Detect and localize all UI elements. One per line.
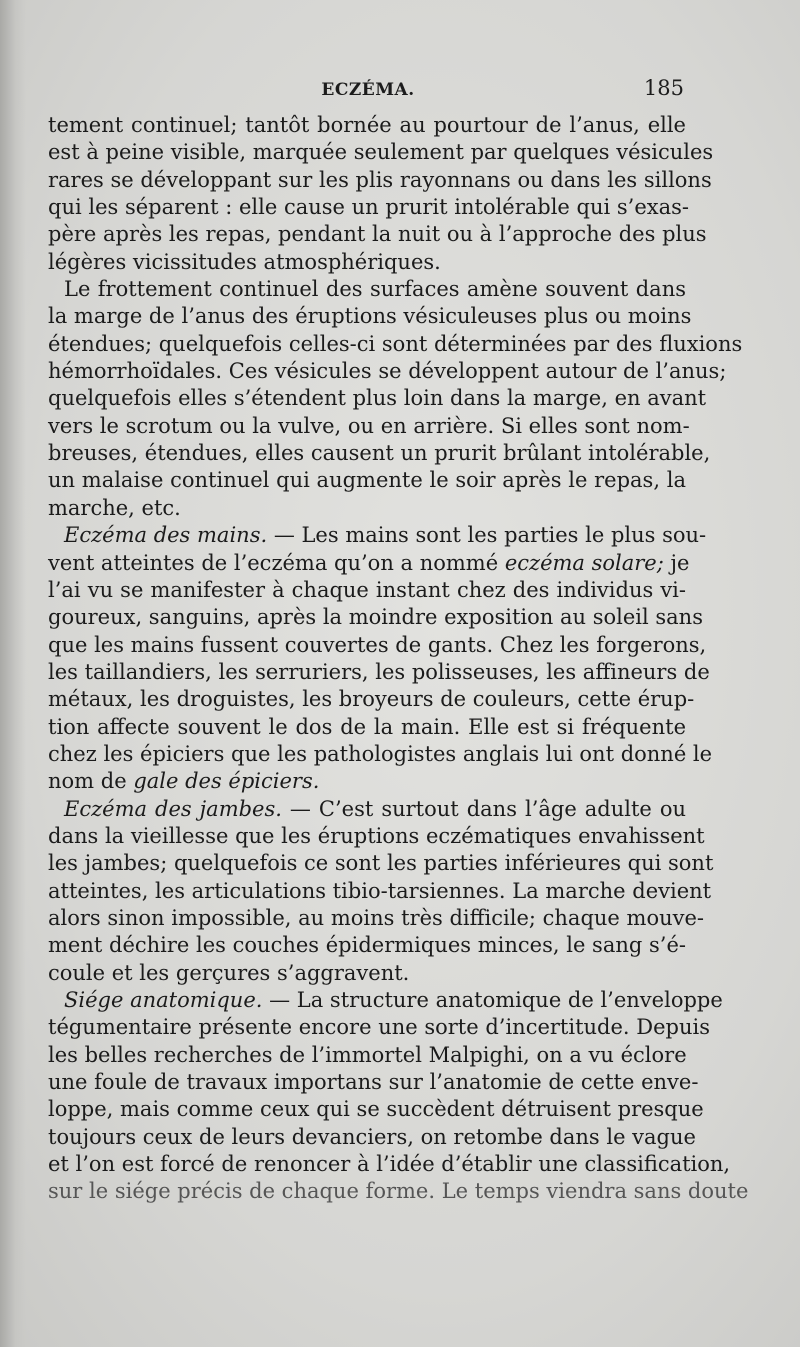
text-run: tement continuel; tantôt bornée au pourtour de l’anus, elle: [48, 113, 686, 137]
text-run: rares se développant sur les plis rayonnans ou dans les sillons: [48, 167, 712, 192]
text-run: métaux, les droguistes, les broyeurs de couleurs, cette érup-: [48, 687, 695, 712]
italic-run: Eczéma des mains.: [64, 523, 268, 548]
text-line: [48, 1069, 699, 1096]
text-line: [48, 632, 707, 659]
text-run: coule et les gerçures s’aggravent.: [48, 960, 410, 985]
text-line: [48, 1042, 686, 1069]
text-run: Le frottement continuel des surfaces amène souvent dans: [64, 277, 686, 302]
text-run: sur le siége précis de chaque forme. Le temps viendra sans doute: [48, 1179, 749, 1204]
running-head: [48, 74, 688, 104]
text-run: — Les mains sont les parties le plus sou-: [267, 523, 707, 548]
text-line: [48, 659, 710, 686]
text-run: goureux, sanguins, après la moindre exposition au soleil sans: [48, 605, 703, 630]
page-gutter-shadow: [0, 0, 26, 1347]
italic-run: Siége anatomique.: [64, 988, 263, 1012]
text-line: [48, 550, 690, 577]
text-line: [48, 577, 686, 604]
text-line: [48, 823, 705, 850]
text-line: [48, 878, 712, 905]
text-line: [48, 741, 713, 768]
text-line: [48, 686, 695, 713]
text-line: [48, 221, 707, 248]
text-run: vers le scrotum ou la vulve, ou en arrière. Si elles sont nom-: [48, 413, 690, 438]
text-run: que les mains fussent couvertes de gants. Chez les forgerons,: [48, 632, 707, 657]
running-title: ECZÉMA.: [321, 80, 415, 100]
text-line: [48, 768, 686, 795]
text-line: [48, 905, 704, 932]
text-line: [48, 1151, 731, 1178]
text-run: — La structure anatomique de l’enveloppe: [262, 988, 723, 1012]
text-line: [48, 139, 714, 166]
text-run: je: [663, 550, 690, 575]
text-run: l’ai vu se manifester à chaque instant chez des individus vi-: [48, 577, 686, 602]
italic-run: eczéma solare;: [504, 550, 664, 575]
text-line: [48, 522, 707, 549]
text-line: [48, 714, 686, 741]
text-run: dans la vieillesse que les éruptions eczématiques envahissent: [48, 823, 705, 848]
text-run: — C’est surtout dans l’âge adulte ou: [281, 796, 686, 821]
text-run: la marge de l’anus des éruptions vésiculeuses plus ou moins: [48, 304, 692, 329]
text-line: [48, 358, 727, 385]
text-line: [48, 1124, 696, 1151]
body-text: [48, 112, 749, 1206]
text-run: ment déchire les couches épidermiques minces, le sang s’é-: [48, 933, 686, 958]
text-run: toujours ceux de leurs devanciers, on retombe dans le vague: [48, 1124, 696, 1149]
text-line: [48, 413, 690, 440]
text-run: un malaise continuel qui augmente le soir après le repas, la: [48, 468, 686, 493]
text-run: légères vicissitudes atmosphériques.: [48, 249, 441, 274]
italic-run: gale des épiciers.: [133, 769, 320, 794]
text-run: atteintes, les articulations tibio-tarsiennes. La marche devient: [48, 878, 712, 903]
text-run: les jambes; quelquefois ce sont les parties inférieures qui sont: [48, 851, 714, 876]
text-line: [48, 167, 712, 194]
page-number: 185: [643, 76, 684, 100]
text-run: père après les repas, pendant la nuit ou à l’approche des plus: [48, 222, 707, 247]
text-line: [48, 604, 703, 631]
text-line: [48, 194, 689, 221]
text-run: quelquefois elles s’étendent plus loin dans la marge, en avant: [48, 386, 707, 411]
text-run: est à peine visible, marquée seulement par quelques vésicules: [48, 140, 714, 165]
text-run: et l’on est forcé de renoncer à l’idée d’établir une classification,: [48, 1152, 731, 1177]
text-line: [48, 1178, 749, 1205]
text-run: hémorrhoïdales. Ces vésicules se développent autour de l’anus;: [48, 359, 727, 384]
text-line: [48, 1096, 704, 1123]
text-line: [48, 1014, 711, 1041]
text-line: [48, 932, 686, 959]
text-run: nom de: [48, 769, 134, 794]
text-run: tégumentaire présente encore une sorte d’incertitude. Depuis: [48, 1015, 711, 1040]
text-line: [48, 987, 723, 1014]
text-line: [48, 385, 707, 412]
text-run: loppe, mais comme ceux qui se succèdent détruisent presque: [48, 1097, 704, 1122]
text-line: [48, 276, 686, 303]
text-line: [48, 850, 714, 877]
text-run: les belles recherches de l’immortel Malpighi, on a vu éclore: [48, 1042, 687, 1067]
text-run: vent atteintes de l’eczéma qu’on a nommé: [48, 550, 505, 575]
text-line: [48, 796, 686, 823]
text-line: [48, 440, 711, 467]
text-run: les taillandiers, les serruriers, les polisseuses, les affineurs de: [48, 659, 710, 684]
text-line: [48, 303, 692, 330]
text-run: une foule de travaux importans sur l’anatomie de cette enve-: [48, 1070, 699, 1095]
text-run: tion affecte souvent le dos de la main. Elle est si fréquente: [48, 714, 686, 739]
text-line: [48, 960, 686, 987]
text-line: [48, 467, 686, 494]
text-run: chez les épiciers que les pathologistes anglais lui ont donné le: [48, 741, 713, 766]
text-run: marche, etc.: [48, 495, 181, 520]
text-line: [48, 495, 686, 522]
text-line: [48, 249, 686, 276]
text-run: qui les séparent : elle cause un prurit intolérable qui s’exas-: [48, 195, 689, 220]
italic-run: Eczéma des jambes.: [64, 796, 282, 821]
text-run: étendues; quelquefois celles-ci sont déterminées par des fluxions: [48, 331, 743, 356]
text-line: [48, 331, 743, 358]
text-run: alors sinon impossible, au moins très difficile; chaque mouve-: [48, 905, 704, 930]
text-run: breuses, étendues, elles causent un prurit brûlant intolérable,: [48, 441, 711, 466]
text-line: [48, 112, 686, 139]
